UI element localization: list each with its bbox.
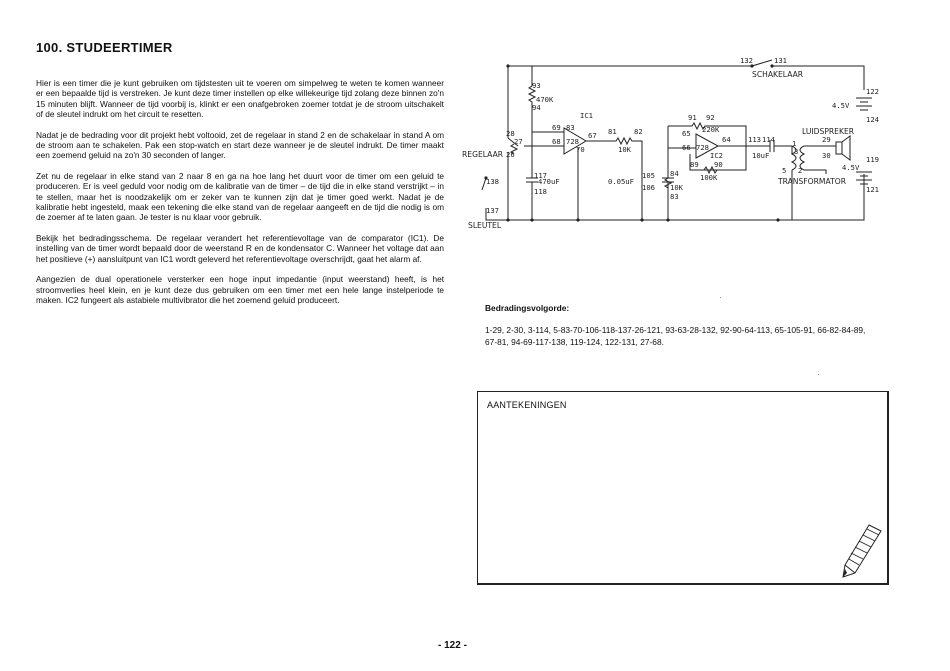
node-30: 30 bbox=[822, 151, 831, 160]
battery-voltage-b: 4.5V bbox=[842, 163, 860, 172]
node-5: 5 bbox=[782, 166, 787, 175]
node-90: 90 bbox=[714, 160, 723, 169]
node-81: 81 bbox=[608, 127, 617, 136]
r-10k-b-label: 10K bbox=[670, 183, 683, 192]
node-117: 117 bbox=[534, 171, 547, 180]
node-132: 132 bbox=[740, 56, 753, 65]
page-title: 100. STUDEERTIMER bbox=[36, 40, 173, 55]
node-3: 3 bbox=[794, 147, 799, 156]
node-89: 89 bbox=[690, 160, 699, 169]
ic1-label: IC1 bbox=[580, 111, 593, 120]
node-26: 26 bbox=[506, 150, 515, 159]
node-65: 65 bbox=[682, 129, 691, 138]
node-138: 138 bbox=[486, 177, 499, 186]
notes-box bbox=[477, 391, 889, 585]
scan-speck bbox=[720, 297, 721, 298]
node-91: 91 bbox=[688, 113, 697, 122]
label-schakelaar: SCHAKELAAR bbox=[752, 70, 804, 79]
label-transformator: TRANSFORMATOR bbox=[778, 177, 846, 186]
pencil-icon bbox=[841, 521, 885, 581]
ic2-number: 728 bbox=[696, 143, 709, 152]
paragraph-intro: Hier is een timer die je kunt gebruiken om tijdstesten uit te voeren om simpelweg te weten te komen wanneer er een bepaalde tijd is verstreken. Je kunt deze timer instellen op elke willekeurige tijd zolang deze binnen zo'n 15 minuten blijft. Wanneer de tijd voorbij is, klinkt er een onafgebroken zoemer totdat je de stroom uitschakelt of de sleutel indrukt om het circuit te resetten. bbox=[36, 78, 444, 120]
node-27: 27 bbox=[514, 137, 523, 146]
node-64: 64 bbox=[722, 135, 731, 144]
notes-title: AANTEKENINGEN bbox=[487, 400, 567, 410]
node-131: 131 bbox=[774, 56, 787, 65]
paragraph-schema: Bekijk het bedradingsschema. De regelaar verandert het referentievoltage van de comparator (IC1). De instelling van de timer wordt bepaald door de weerstand R en de kondensator C. Wanneer het voltage dat aan het positieve (+) aansluitpunt van IC1 wordt geleverd het referentievoltage overschrijdt, gaat het alarm af. bbox=[36, 232, 444, 264]
node-66: 66 bbox=[682, 143, 691, 152]
r-470k-label: 470K bbox=[536, 95, 554, 104]
node-82: 82 bbox=[634, 127, 643, 136]
node-137: 137 bbox=[486, 206, 499, 215]
c-005uf-label: 0.05uF bbox=[608, 177, 634, 186]
c-10uf-label: 10uF bbox=[752, 151, 770, 160]
node-68: 68 bbox=[552, 137, 561, 146]
paragraph-setup: Nadat je de bedrading voor dit projekt hebt voltooid, zet de regelaar in stand 2 en de schakelaar in stand A om de stroom aan te schakelen. Pak een stop-watch en start deze wanneer je de sleutel indrukt. De timer maakt een zoemend geluid na zo'n 30 seconden of langer. bbox=[36, 129, 444, 161]
node-63: 83 bbox=[566, 123, 575, 132]
sequence-title: Bedradingsvolgorde: bbox=[485, 303, 570, 313]
node-113: 113 bbox=[748, 135, 761, 144]
node-114: 114 bbox=[762, 135, 775, 144]
label-luidspreker: LUIDSPREKER bbox=[802, 127, 855, 136]
paragraph-ic2: Aangezien de dual operationele versterker een hoge input impedantie (input weerstand) heeft, is het stroomverlies heel klein, en je kunt deze dus gebruiken om een timer met een hele lange instelperiode te maken. IC2 fungeert als astabiele multivibrator die het zoemend geluid produceert. bbox=[36, 274, 444, 305]
node-122: 122 bbox=[866, 87, 879, 96]
sequence-text: 1-29, 2-30, 3-114, 5-83-70-106-118-137-26-121, 93-63-28-132, 92-90-64-113, 65-105-91, 66-82-84-89, 67-81, 94-69-117-138, 119-124, 122-131, 27-68. bbox=[485, 325, 866, 347]
node-67: 67 bbox=[588, 131, 597, 140]
battery-voltage-a: 4.5V bbox=[832, 101, 850, 110]
node-84: 84 bbox=[670, 169, 679, 178]
node-118: 118 bbox=[534, 187, 547, 196]
node-124: 124 bbox=[866, 115, 879, 124]
node-105: 105 bbox=[642, 171, 655, 180]
body-text bbox=[36, 78, 444, 315]
node-69: 69 bbox=[552, 123, 561, 132]
node-28: 28 bbox=[506, 129, 515, 138]
ic2-label: IC2 bbox=[710, 151, 723, 160]
node-93: 93 bbox=[532, 81, 541, 90]
node-119: 119 bbox=[866, 155, 879, 164]
paragraph-calibration: Zet nu de regelaar in elke stand van 2 naar 8 en ga na hoe lang het duurt voor de timer om een geluid te produceren. Er is veel geduld voor nodig om de kalibratie van de timer – de tijd die in elke stand verstrijkt – in te stellen, maar het is noodzakelijk om er zeker van te kunnen zijn dat je timer goed werkt. Nadat je de kalibratie hebt ingesteld, maak een tekening die elke stand van de regelaar aangeeft en de tijd die nodig is om de zoemer af te laten gaan. Je tester is nu klaar voor gebruik. bbox=[36, 170, 444, 223]
label-regelaar: REGELAAR bbox=[462, 150, 504, 159]
node-2: 2 bbox=[798, 166, 803, 175]
node-106: 106 bbox=[642, 183, 655, 192]
node-83: 83 bbox=[670, 192, 679, 201]
node-1: 1 bbox=[792, 139, 797, 148]
scan-speck bbox=[818, 374, 819, 375]
node-29: 29 bbox=[822, 135, 831, 144]
ic1-number: 728 bbox=[566, 137, 579, 146]
r-10k-a-label: 10K bbox=[618, 145, 631, 154]
r-220k-label: 220K bbox=[702, 125, 720, 134]
node-70: 70 bbox=[576, 145, 585, 154]
c-470uf-label: 470uF bbox=[538, 177, 560, 186]
node-94: 94 bbox=[532, 103, 541, 112]
label-sleutel: SLEUTEL bbox=[468, 221, 502, 230]
node-92: 92 bbox=[706, 113, 715, 122]
node-121: 121 bbox=[866, 185, 879, 194]
wiring-schematic bbox=[456, 50, 886, 240]
r-100k-label: 100K bbox=[700, 173, 718, 182]
page-number: - 122 - bbox=[438, 640, 467, 651]
